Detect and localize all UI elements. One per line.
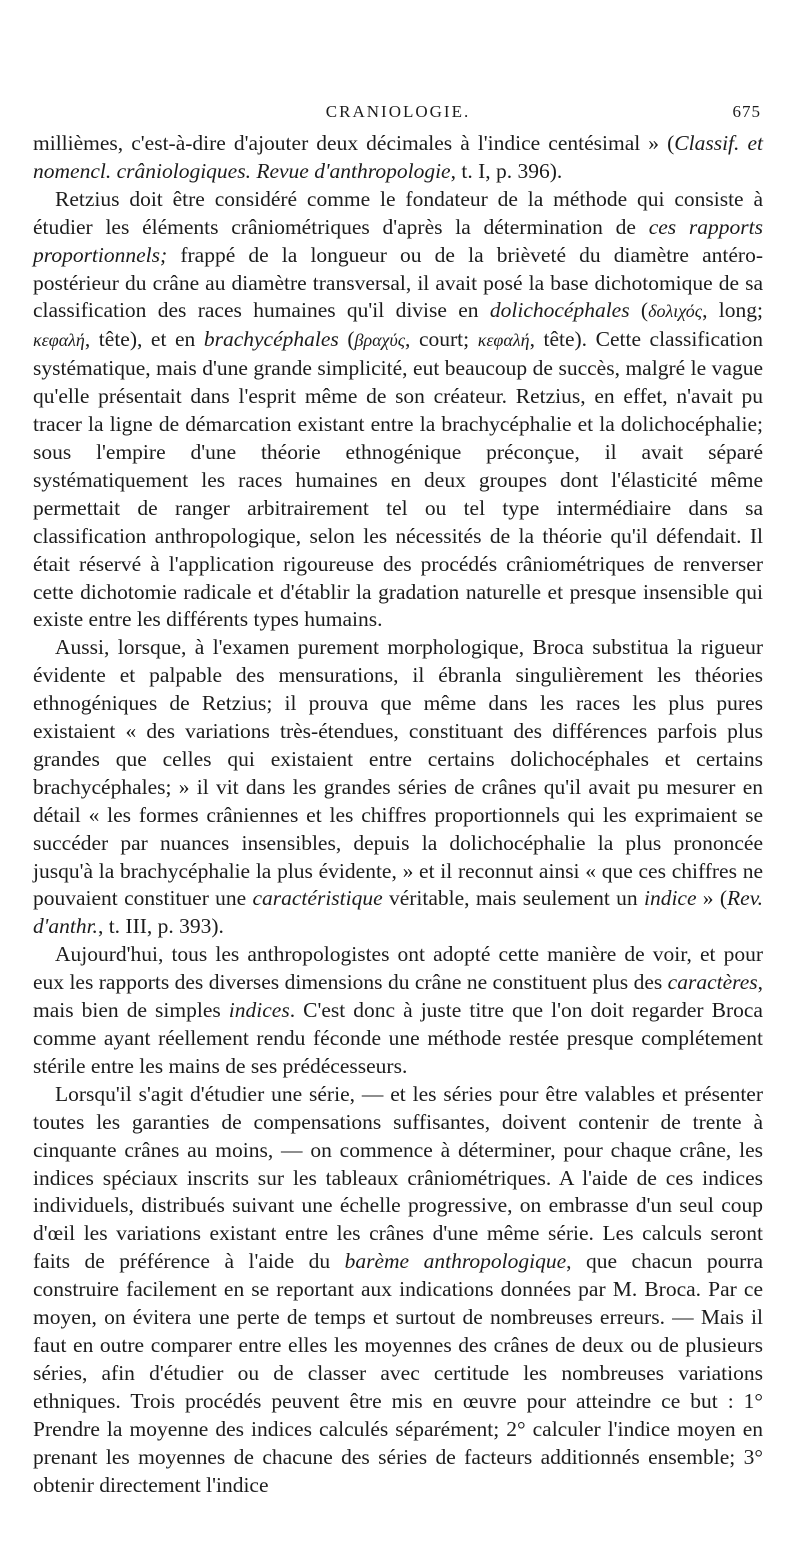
italic-term: brachycéphales xyxy=(203,327,339,352)
text-run: Aussi, lorsque, à l'examen purement morphologique, Broca substitua la rigueur évidente et palpable des mensurations, il ébranla singulièrement les théories ethnogéniques de Retzius; il prouva que même dans les races les plus pures existaient « des variations très-étendues, constituant des différences parfois plus grandes que celles qui existaient entre certains dolichocéphales et certains brachycéphales; » il vit dans les grandes séries de crânes qu'il avait pu mesurer en détail « les formes crâniennes et les chiffres proportionnels qui les exprimaient se succéder par nuances insensibles, depuis la dolichocéphalie la plus prononcée jusqu'à la brachycéphalie la plus évidente, » et il reconnut ainsi « que ces chiffres ne pouvaient constituer une xyxy=(33,635,763,911)
running-title: CRANIOLOGIE. xyxy=(325,102,471,121)
greek-word: βραχύς xyxy=(354,330,406,351)
text-run: véritable, mais seulement un xyxy=(382,886,644,911)
text-run: Lorsqu'il s'agit d'étudier une série, — et les séries pour être valables et présenter toutes les garanties de compensations suffisantes, doivent contenir de trente à cinquante crânes au moins, — on commence à déterminer, pour chaque crâne, les indices spéciaux inscrits sur les tableaux crâniométriques. A l'aide de ces indices individuels, distribués suivant une échelle progressive, on embrasse d'un seul coup d'œil les variations existant entre les crânes d'une même série. Les calculs seront faits de préférence à l'aide du xyxy=(33,1081,763,1274)
italic-term: indices xyxy=(228,998,290,1023)
italic-term: barème anthropologique xyxy=(344,1249,567,1274)
paragraph xyxy=(33,186,763,635)
paragraph xyxy=(33,1081,763,1500)
paragraph xyxy=(33,941,763,1081)
text-run: millièmes, c'est-à-dire d'ajouter deux décimales à l'indice centésimal » ( xyxy=(33,131,675,155)
text-run: , mais bien de simples xyxy=(33,970,763,1023)
book-page xyxy=(33,94,763,1499)
italic-term: Rev. d'anthr. xyxy=(33,886,764,939)
text-run: Aujourd'hui, tous les anthropologistes ont adopté cette manière de voir, et pour eux les rapports des diverses dimensions du crâne ne constituent plus des xyxy=(33,942,763,995)
text-run: , tête). Cette classification systématique, mais d'une grande simplicité, eut beaucoup de succès, malgré le vague qu'elle présentait dans l'esprit même de son créateur. Retzius, en effet, n'avait pu tracer la ligne de démarcation existant entre la brachycéphalie et la dolichocéphalie; sous l'empire d'une théorie ethnogénique préconçue, il avait séparé systématiquement les races humaines en deux groupes dont l'élasticité même permettait de ranger arbitrairement tel ou tel type intermédiaire dans sa classification anthropologique, selon les nécessités de la théorie qu'il défendait. Il était réservé à l'application rigoureuse des procédés crâniométriques de renverser cette dichotomie radicale et d'établir la gradation naturelle et presque insensible qui existe entre les différents types humains. xyxy=(33,327,763,632)
italic-term: ces rapports proportionnels; xyxy=(33,214,763,267)
text-run: , t. III, p. 393). xyxy=(97,914,224,939)
running-head xyxy=(33,94,763,130)
page-number: 675 xyxy=(732,102,761,121)
text-run: . C'est donc à juste titre que l'on doit regarder Broca comme ayant réellement rendu féconde une méthode restée presque complétement stérile entre les mains de ses prédécesseurs. xyxy=(33,998,763,1078)
italic-term: dolichocéphales xyxy=(489,298,630,323)
text-run: ( xyxy=(629,298,649,323)
text-run: ( xyxy=(338,327,355,352)
text-run: frappé de la longueur ou de la brièveté du diamètre antéro-postérieur du crâne au diamètre transversal, il avait posé la base dichotomique de sa classification des races humaines qu'il divise en xyxy=(33,242,763,323)
paragraph xyxy=(33,130,763,186)
italic-term: Classif. et nomencl. crâniologiques. Revue d'anthropologie xyxy=(33,131,763,183)
text-run: , que chacun pourra construire facilement en se reportant aux indications données par M. Broca. Par ce moyen, on évitera une perte de temps et surtout de nombreuses erreurs. — Mais il faut en outre comparer entre elles les moyennes des crânes de deux ou de plusieurs séries, afin d'étudier ou de classer avec certitude les nombreuses variations ethniques. Trois procédés peuvent être mis en œuvre pour atteindre ce but : 1° Prendre la moyenne des indices calculés séparément; 2° calculer l'indice moyen en prenant les moyennes de chacune des séries de facteurs additionnés ensemble; 3° obtenir directement l'indice xyxy=(33,1249,763,1497)
greek-word: κεφαλή xyxy=(477,330,530,351)
text-run: , t. I, p. 396). xyxy=(450,158,563,183)
greek-word: δολιχός xyxy=(648,301,703,322)
greek-word: κεφαλή xyxy=(33,330,85,351)
text-run: , court; xyxy=(405,327,478,352)
text-run: , long; xyxy=(702,298,763,323)
text-run: Retzius doit être considéré comme le fondateur de la méthode qui consiste à étudier les éléments crâniométriques d'après la détermination de xyxy=(33,186,763,239)
paragraph xyxy=(33,634,763,941)
body-text xyxy=(33,130,763,1499)
text-run: » ( xyxy=(696,886,728,911)
italic-term: indice xyxy=(643,886,697,911)
italic-term: caractéristique xyxy=(252,886,383,911)
italic-term: caractères xyxy=(667,970,758,995)
text-run: , tête), et en xyxy=(84,327,204,352)
